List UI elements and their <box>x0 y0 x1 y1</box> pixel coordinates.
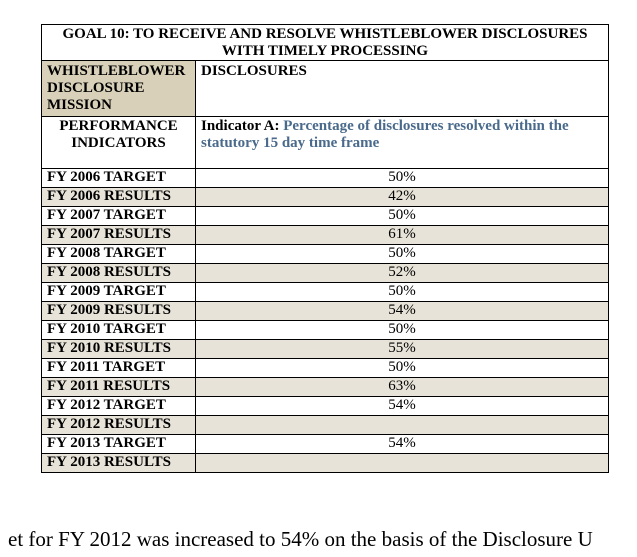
row-value: 42% <box>196 188 609 207</box>
row-value: 50% <box>196 245 609 264</box>
table-row <box>42 283 609 302</box>
row-label: FY 2010 RESULTS <box>42 340 196 359</box>
row-label: FY 2007 RESULTS <box>42 226 196 245</box>
row-label: FY 2013 TARGET <box>42 435 196 454</box>
table-row <box>42 245 609 264</box>
row-value: 50% <box>196 359 609 378</box>
row-label: FY 2009 RESULTS <box>42 302 196 321</box>
table-row <box>42 359 609 378</box>
row-value <box>196 416 609 435</box>
row-label: FY 2006 TARGET <box>42 169 196 188</box>
table-row <box>42 169 609 188</box>
mission-label: WHISTLEBLOWER DISCLOSURE MISSION <box>42 61 196 117</box>
row-label: FY 2012 RESULTS <box>42 416 196 435</box>
table-row <box>42 207 609 226</box>
row-value: 52% <box>196 264 609 283</box>
row-label: FY 2011 TARGET <box>42 359 196 378</box>
table-row <box>42 188 609 207</box>
indicator-a <box>196 117 609 169</box>
row-value: 54% <box>196 397 609 416</box>
row-value: 50% <box>196 321 609 340</box>
mission-row <box>42 61 609 117</box>
row-label: FY 2012 TARGET <box>42 397 196 416</box>
title-row <box>42 25 609 61</box>
table-row <box>42 264 609 283</box>
row-label: FY 2011 RESULTS <box>42 378 196 397</box>
row-value: 63% <box>196 378 609 397</box>
indicator-row <box>42 117 609 169</box>
performance-indicators-label: PERFORMANCE INDICATORS <box>42 117 196 169</box>
goal-table <box>41 24 609 473</box>
row-label: FY 2008 RESULTS <box>42 264 196 283</box>
row-label: FY 2008 TARGET <box>42 245 196 264</box>
table-row <box>42 454 609 473</box>
row-value: 54% <box>196 302 609 321</box>
table-row <box>42 226 609 245</box>
table-title: GOAL 10: TO RECEIVE AND RESOLVE WHISTLEBLOWER DISCLOSURES WITH TIMELY PROCESSING <box>42 25 609 61</box>
row-value: 61% <box>196 226 609 245</box>
table-row <box>42 321 609 340</box>
footer-paragraph: et for FY 2012 was increased to 54% on the basis of the Disclosure U <box>8 527 593 551</box>
row-value <box>196 454 609 473</box>
row-label: FY 2007 TARGET <box>42 207 196 226</box>
row-value: 54% <box>196 435 609 454</box>
table-row <box>42 435 609 454</box>
row-value: 55% <box>196 340 609 359</box>
table-row <box>42 378 609 397</box>
row-label: FY 2006 RESULTS <box>42 188 196 207</box>
row-label: FY 2013 RESULTS <box>42 454 196 473</box>
table-row <box>42 397 609 416</box>
row-label: FY 2009 TARGET <box>42 283 196 302</box>
table-row <box>42 416 609 435</box>
row-value: 50% <box>196 283 609 302</box>
table-row <box>42 302 609 321</box>
row-value: 50% <box>196 169 609 188</box>
row-label: FY 2010 TARGET <box>42 321 196 340</box>
mission-value: DISCLOSURES <box>196 61 609 117</box>
indicator-text: Percentage of disclosures resolved within the statutory 15 day time frame <box>201 118 569 151</box>
row-value: 50% <box>196 207 609 226</box>
indicator-prefix: Indicator A: <box>201 118 280 134</box>
table-row <box>42 340 609 359</box>
